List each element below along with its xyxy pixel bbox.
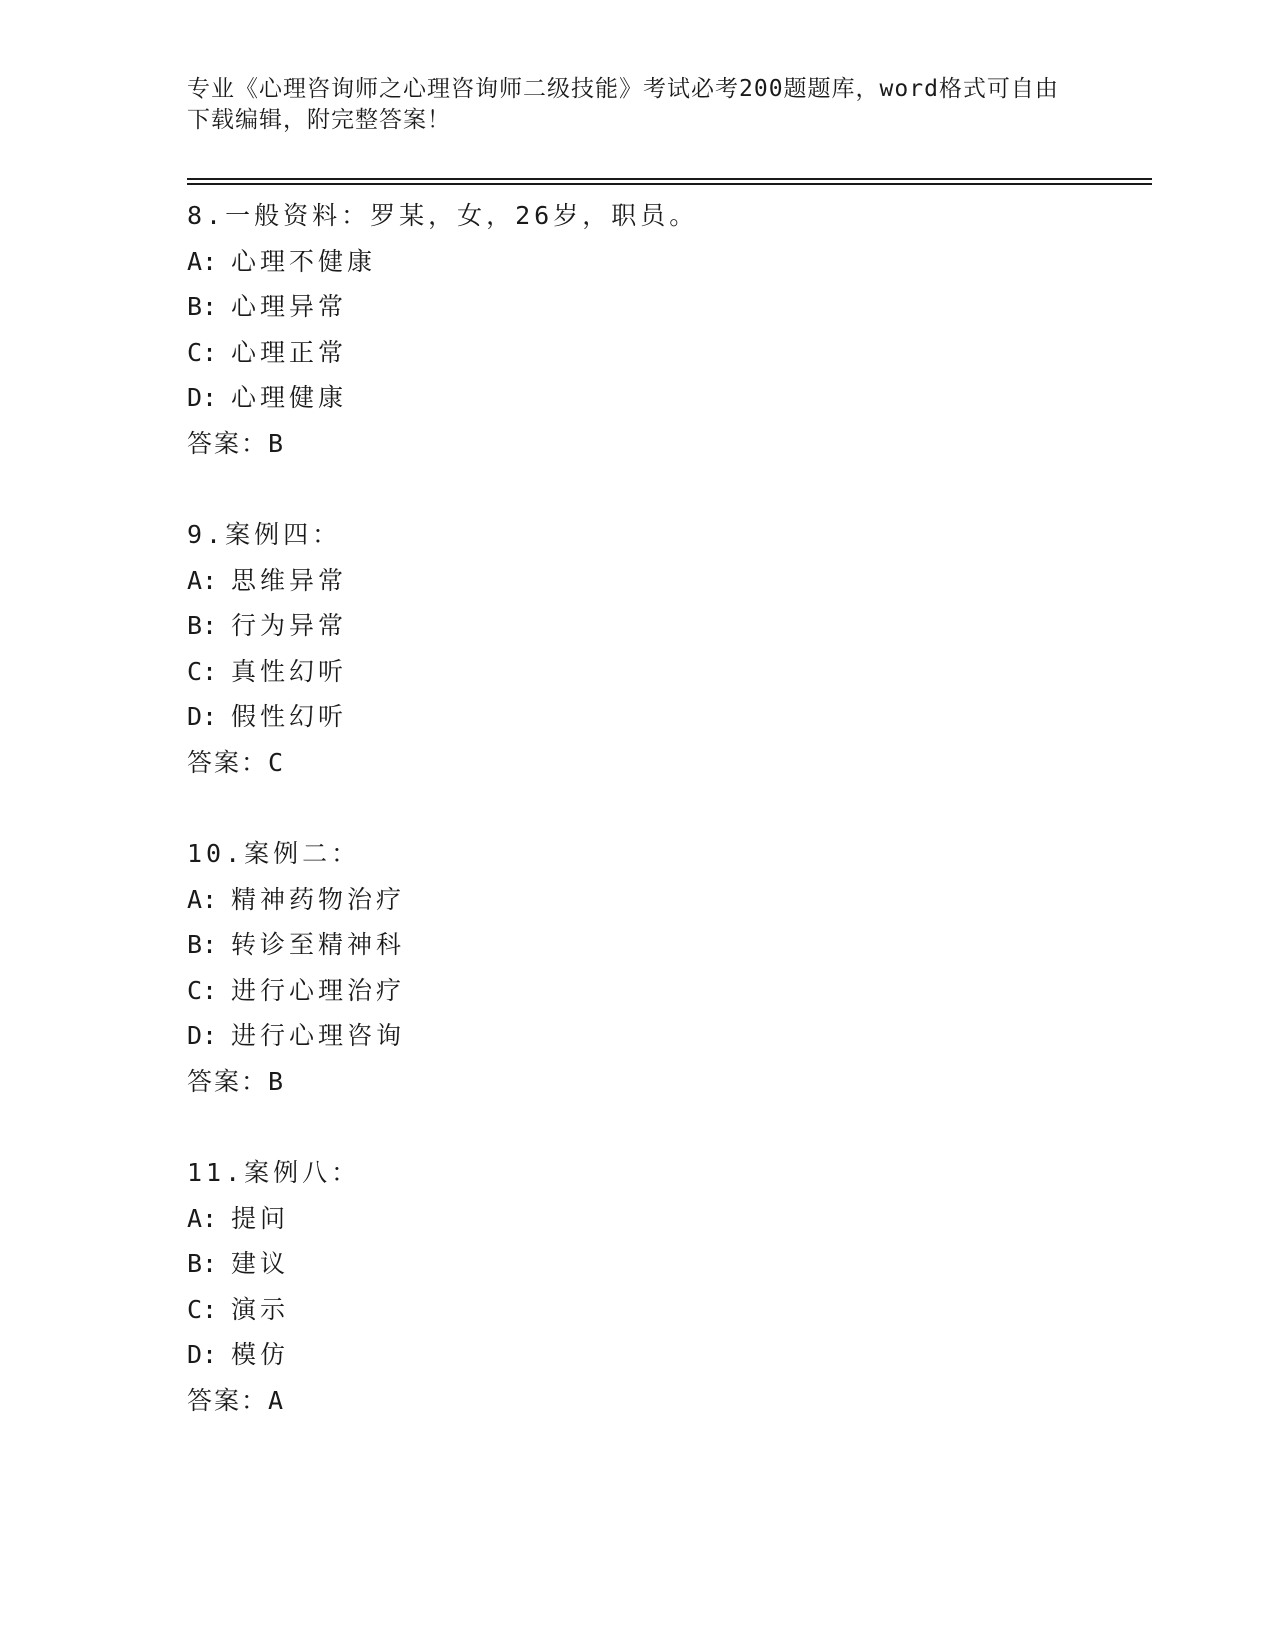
option-b [187, 284, 1152, 330]
question-stem: 11.案例八： [187, 1158, 361, 1187]
option-a [187, 239, 1152, 285]
question-11 [187, 1150, 1152, 1423]
question-8 [187, 193, 1152, 466]
option-text: 提问 [231, 1203, 290, 1233]
option-b [187, 603, 1152, 649]
option-c [187, 649, 1152, 695]
option-letter: A: [187, 246, 218, 276]
option-text: 真性幻听 [231, 656, 348, 686]
option-letter: D: [187, 1340, 218, 1369]
option-text: 转诊至精神科 [231, 930, 406, 959]
option-letter: A: [187, 1203, 218, 1233]
option-letter: A: [187, 884, 218, 914]
option-d [187, 694, 1152, 740]
option-text: 心理健康 [231, 383, 348, 412]
header-divider-top [187, 178, 1152, 180]
question-stem: 8.一般资料：罗某，女，26岁，职员。 [187, 201, 699, 230]
option-d [187, 1332, 1152, 1378]
option-letter: B: [187, 611, 218, 640]
option-text: 心理不健康 [231, 246, 377, 276]
option-text: 心理异常 [231, 292, 348, 321]
option-c [187, 330, 1152, 376]
option-text: 精神药物治疗 [231, 884, 406, 914]
option-letter: D: [187, 1021, 218, 1050]
option-c [187, 968, 1152, 1014]
question-stem: 10.案例二： [187, 839, 361, 868]
option-letter: C: [187, 337, 218, 367]
question-10 [187, 831, 1152, 1104]
question-stem: 9.案例四： [187, 520, 342, 549]
answer-line: 答案：A [187, 1385, 286, 1415]
option-letter: C: [187, 656, 218, 686]
option-letter: B: [187, 1249, 218, 1278]
option-letter: B: [187, 930, 218, 959]
option-letter: C: [187, 1294, 218, 1324]
option-b [187, 922, 1152, 968]
option-text: 模仿 [231, 1340, 290, 1369]
answer-line: 答案：C [187, 747, 286, 777]
option-b [187, 1241, 1152, 1287]
option-letter: C: [187, 975, 218, 1005]
option-text: 假性幻听 [231, 702, 348, 731]
option-text: 演示 [231, 1294, 290, 1324]
question-list [187, 193, 1152, 1469]
option-a [187, 558, 1152, 604]
option-letter: D: [187, 702, 218, 731]
option-text: 进行心理治疗 [231, 975, 406, 1005]
document-intro: 专业《心理咨询师之心理咨询师二级技能》考试必考200题题库，word格式可自由下载编辑，附完整答案！ [187, 76, 1059, 133]
header-divider-bottom [187, 183, 1152, 185]
option-letter: A: [187, 565, 218, 595]
option-text: 进行心理咨询 [231, 1021, 406, 1050]
option-text: 建议 [231, 1249, 290, 1278]
question-9 [187, 512, 1152, 785]
option-text: 行为异常 [231, 611, 348, 640]
option-text: 心理正常 [231, 337, 348, 367]
option-d [187, 1013, 1152, 1059]
option-text: 思维异常 [231, 565, 348, 595]
option-d [187, 375, 1152, 421]
option-c [187, 1287, 1152, 1333]
answer-line: 答案：B [187, 1066, 286, 1096]
option-letter: D: [187, 383, 218, 412]
option-a [187, 877, 1152, 923]
option-letter: B: [187, 292, 218, 321]
answer-line: 答案：B [187, 428, 286, 458]
option-a [187, 1196, 1152, 1242]
